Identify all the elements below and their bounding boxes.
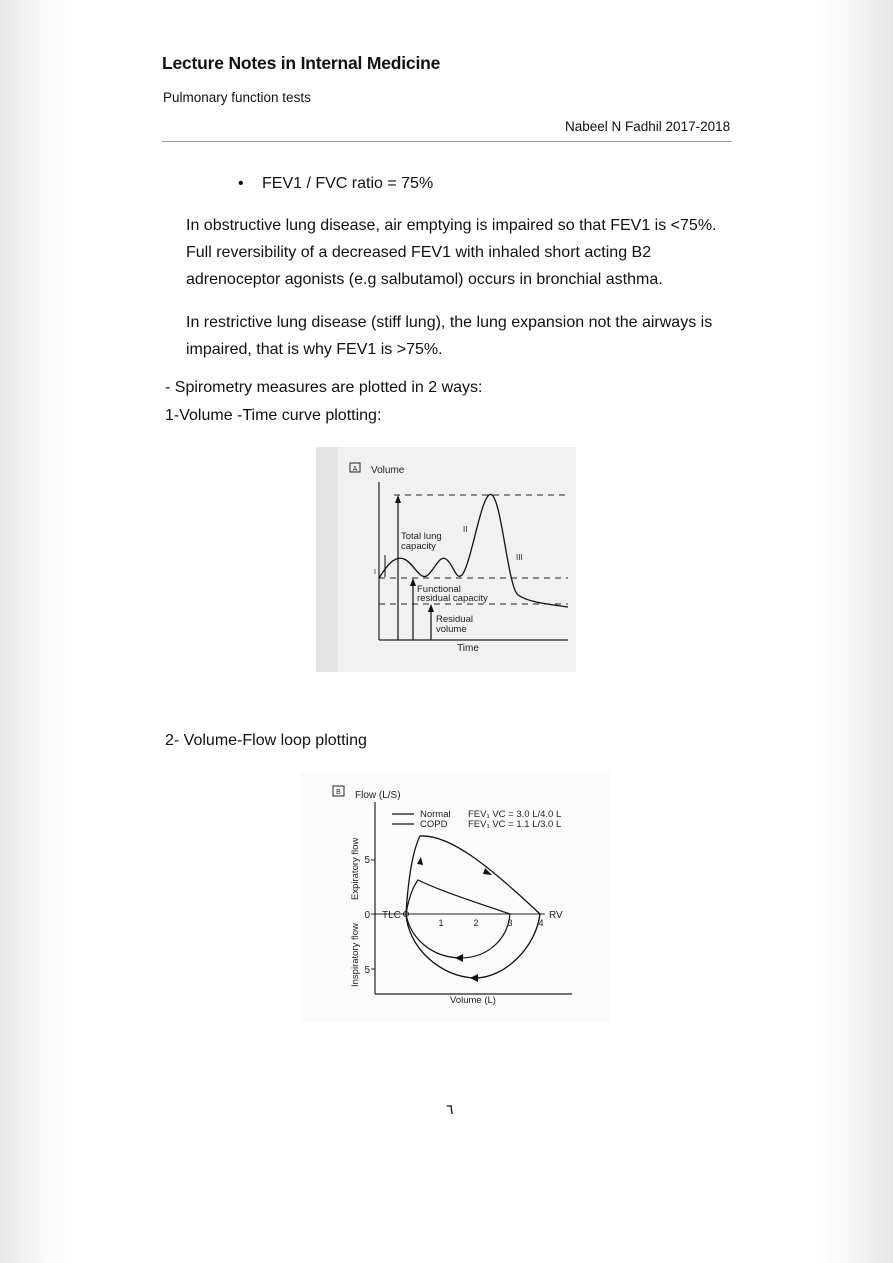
phase-i-label: I bbox=[374, 569, 376, 576]
figure-b-y-label: Flow (L/S) bbox=[355, 790, 401, 801]
panel-b-letter: B bbox=[336, 789, 341, 796]
document-subtitle: Pulmonary function tests bbox=[163, 90, 311, 105]
expiratory-flow-label: Expiratory flow bbox=[350, 837, 361, 900]
panel-a-letter: A bbox=[352, 466, 358, 473]
document-author: Nabeel N Fadhil 2017-2018 bbox=[565, 119, 731, 134]
x-tick-2: 2 bbox=[473, 918, 479, 928]
x-tick-4: 4 bbox=[538, 918, 544, 928]
rv-label-line2: volume bbox=[436, 624, 467, 635]
volume-time-heading: 1-Volume -Time curve plotting: bbox=[165, 407, 382, 424]
frc-label-line2: residual capacity bbox=[417, 593, 488, 604]
document-title: Lecture Notes in Internal Medicine bbox=[162, 53, 441, 73]
figure-a-y-label: Volume bbox=[371, 465, 405, 476]
tlc-label-line2: capacity bbox=[401, 541, 436, 552]
bullet-marker: • bbox=[238, 175, 244, 192]
x-tick-1: 1 bbox=[438, 918, 444, 928]
legend-copd-value: FEV₁ VC = 1.1 L/3.0 L bbox=[468, 819, 562, 830]
paragraph-restrictive: In restrictive lung disease (stiff lung), the lung expansion not the airways is impaired, that is why FEV1 is >75%. bbox=[186, 314, 713, 358]
phase-ii-label: II bbox=[463, 525, 468, 534]
y-tick-zero: 0 bbox=[364, 910, 370, 921]
page-number: ٦ bbox=[446, 1102, 454, 1118]
x-tick-3: 3 bbox=[507, 918, 513, 928]
tlc-label-line1: Total lung bbox=[401, 531, 442, 542]
paragraph-obstructive: In obstructive lung disease, air emptying is impaired so that FEV1 is <75%. Full reversibility of a decreased FEV1 with inhaled short acting B2 adrenoceptor agonists (e.g salbutamol) occurs in bronchial asthma. bbox=[186, 217, 717, 288]
legend-normal-value: FEV₁ VC = 3.0 L/4.0 L bbox=[468, 809, 562, 820]
legend-normal-name: Normal bbox=[420, 809, 451, 820]
volume-flow-figure bbox=[300, 772, 610, 1022]
spirometry-intro: - Spirometry measures are plotted in 2 ways: bbox=[165, 379, 483, 396]
figure-b-background bbox=[300, 772, 610, 1022]
bullet-text: FEV1 / FVC ratio = 75% bbox=[262, 175, 434, 192]
rv-label: RV bbox=[549, 910, 563, 921]
phase-iii-label: III bbox=[516, 553, 523, 562]
bullet-item bbox=[238, 175, 433, 193]
figure-a-x-label: Time bbox=[457, 643, 479, 654]
y-tick-minus5: 5 bbox=[364, 965, 370, 976]
figure-a-scan-shadow bbox=[316, 447, 338, 672]
inspiratory-flow-label: Inspiratory flow bbox=[350, 923, 361, 987]
legend-copd-name: COPD bbox=[420, 819, 448, 830]
tlc-label: TLC bbox=[382, 910, 401, 921]
y-tick-plus5: 5 bbox=[364, 855, 370, 866]
rv-label-line1: Residual bbox=[436, 614, 473, 625]
volume-flow-heading: 2- Volume-Flow loop plotting bbox=[165, 732, 367, 749]
figure-b-x-label: Volume (L) bbox=[450, 995, 496, 1006]
volume-time-figure bbox=[316, 447, 576, 672]
frc-label-line1: Functional bbox=[417, 584, 461, 595]
header-divider bbox=[162, 141, 732, 142]
